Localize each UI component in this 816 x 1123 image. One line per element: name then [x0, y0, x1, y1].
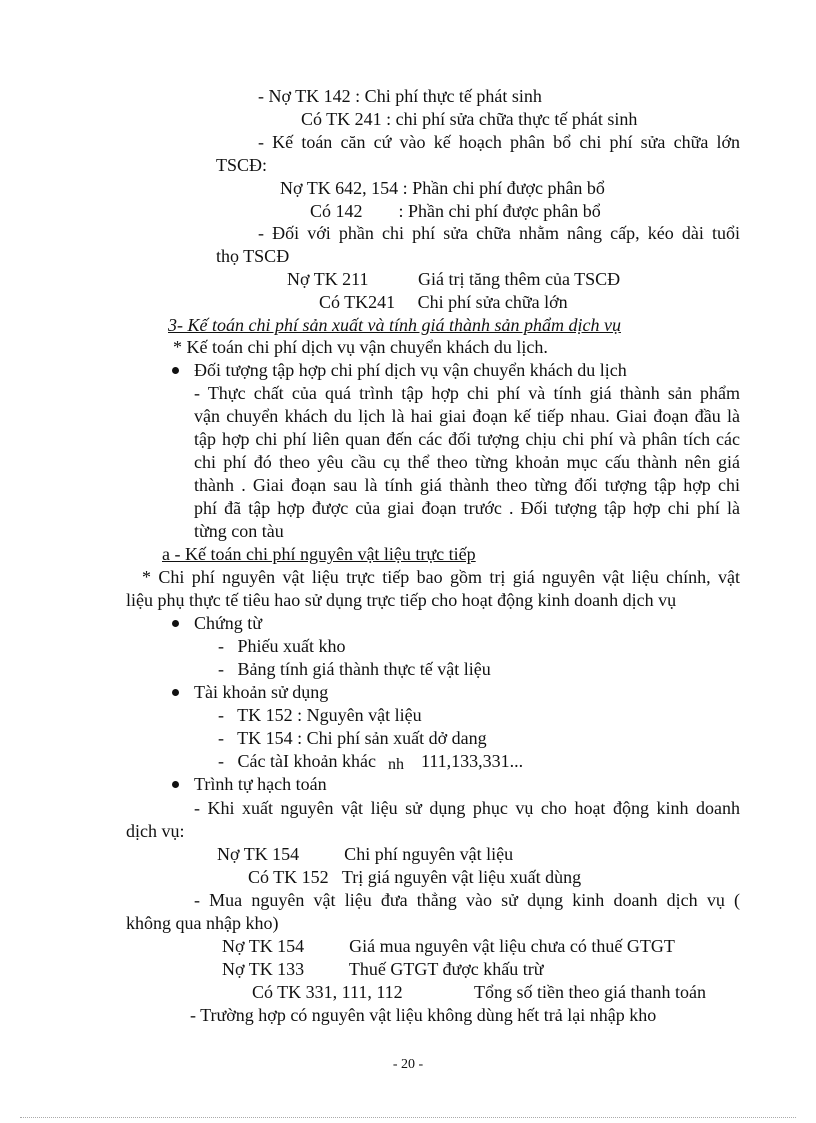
text-line: - Khi xuất nguyên vật liệu sử dụng phục vụ cho hoạt động kinh doanh	[194, 798, 740, 818]
text-line: - Phiếu xuất kho	[218, 636, 346, 656]
bullet-icon	[172, 781, 179, 788]
subsection-heading: a - Kế toán chi phí nguyên vật liệu trực tiếp	[162, 544, 476, 564]
text-line: - Các tàI khoản khác	[218, 751, 376, 771]
text-line: Nợ TK 154 Giá mua nguyên vật liệu chưa có thuế GTGT	[222, 936, 675, 956]
text-line: Có TK 241 : chi phí sửa chữa thực tế phát sinh	[301, 109, 638, 129]
bullet-icon	[172, 620, 179, 627]
text-line: Tài khoản sử dụng	[194, 682, 329, 702]
text-line: - Thực chất của quá trình tập hợp chi phí và tính giá thành sản phẩm	[194, 383, 740, 403]
text-line: Trình tự hạch toán	[194, 774, 327, 794]
section-heading: 3- Kế toán chi phí sản xuất và tính giá thành sản phẩm dịch vụ	[168, 315, 621, 335]
text-line: Nợ TK 642, 154 : Phần chi phí được phân bổ	[280, 178, 605, 198]
text-line: dịch vụ:	[126, 821, 185, 841]
text-line: Nợ TK 211 Giá trị tăng thêm của TSCĐ	[287, 269, 621, 289]
text-line: - Nợ TK 142 : Chi phí thực tế phát sinh	[258, 86, 542, 106]
text-line: - Bảng tính giá thành thực tế vật liệu	[218, 659, 491, 679]
text-line: thành . Giai đoạn sau là tính giá thành theo từng đối tượng tập hợp chi	[194, 475, 740, 495]
text-line: Đối tượng tập hợp chi phí dịch vụ vận chuyển khách du lịch	[194, 360, 627, 380]
text-line: 111,133,331...	[421, 751, 524, 771]
text-line: * Kế toán chi phí dịch vụ vận chuyển khách du lịch.	[173, 337, 548, 357]
text-line: Chứng từ	[194, 613, 263, 633]
text-line: - Đối với phần chi phí sửa chữa nhằm nâng cấp, kéo dài tuổi	[258, 223, 740, 243]
text-line: TSCĐ:	[216, 155, 268, 175]
page-number: - 20 -	[392, 1057, 424, 1072]
text-line: * Chi phí nguyên vật liệu trực tiếp bao gồm trị giá nguyên vật liệu chính, vật	[142, 567, 740, 587]
text-line: Có TK 331, 111, 112	[252, 982, 403, 1002]
text-line: liệu phụ thực tế tiêu hao sử dụng trực tiếp cho hoạt động kinh doanh dịch vụ	[126, 590, 677, 610]
text-line: vận chuyển khách du lịch là hai giai đoạn kế tiếp nhau. Giai đoạn đầu là	[194, 406, 740, 426]
text-line: tập hợp chi phí liên quan đến các đối tượng chịu chi phí và phân tích các	[194, 429, 740, 449]
text-line: - TK 154 : Chi phí sản xuất dở dang	[218, 728, 487, 748]
text-line: Nợ TK 133 Thuế GTGT được khấu trừ	[222, 959, 544, 979]
text-line: Có TK241 Chi phí sửa chữa lớn	[319, 292, 568, 312]
text-line: - Kế toán căn cứ vào kế hoạch phân bổ chi phí sửa chữa lớn	[258, 132, 740, 152]
text-line: thọ TSCĐ	[216, 246, 290, 266]
text-line: Nợ TK 154 Chi phí nguyên vật liệu	[217, 844, 514, 864]
text-line: Có TK 152 Trị giá nguyên vật liệu xuất dùng	[248, 867, 582, 887]
bullet-icon	[172, 689, 179, 696]
bullet-icon	[172, 367, 179, 374]
text-line: Tổng số tiền theo giá thanh toán	[474, 982, 706, 1002]
text-line: Có 142 : Phần chi phí được phân bổ	[310, 201, 601, 221]
text-line: phí đã tập hợp được của giai đoạn trước . Đối tượng tập hợp chi phí là	[194, 498, 740, 518]
text-line: nh	[388, 756, 404, 773]
text-line: - Trường hợp có nguyên vật liệu không dùng hết trả lại nhập kho	[190, 1005, 657, 1025]
page-bottom-divider	[20, 1117, 796, 1118]
text-line: - Mua nguyên vật liệu đưa thẳng vào sử dụng kinh doanh dịch vụ (	[194, 890, 740, 910]
text-line: không qua nhập kho)	[126, 913, 279, 933]
text-line: từng con tàu	[194, 521, 284, 541]
text-line: chi phí đó theo yêu cầu cụ thể theo từng khoản mục cấu thành nên giá	[194, 452, 740, 472]
text-line: - TK 152 : Nguyên vật liệu	[218, 705, 422, 725]
